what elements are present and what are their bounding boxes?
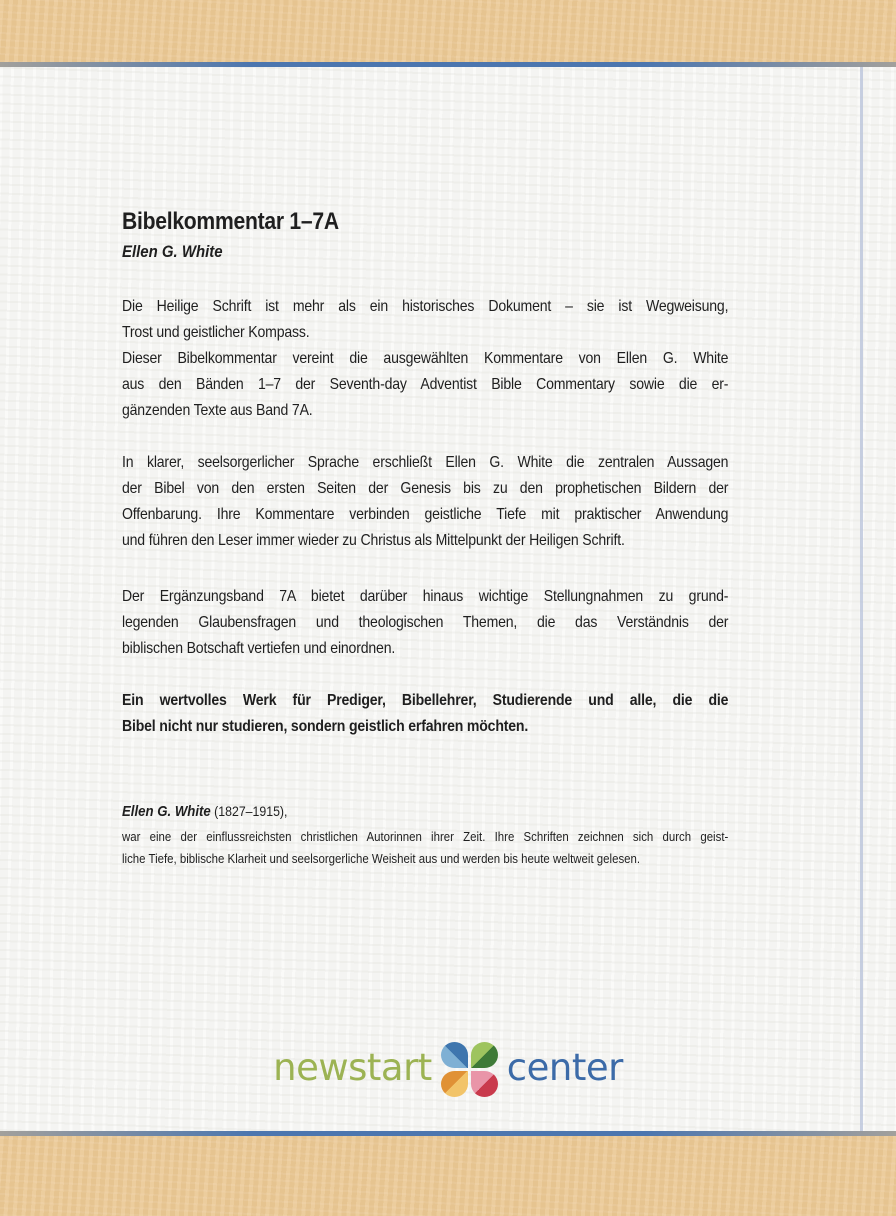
petal-top-left-icon — [441, 1042, 468, 1068]
paragraph-recommendation — [122, 688, 728, 740]
logo-word-center: center — [506, 1045, 623, 1089]
body-line: Dieser Bibelkommentar vereint die ausgewählten Kommentare von Ellen G. White — [122, 350, 729, 367]
body-line: Bibel nicht nur studieren, sondern geistlich erfahren möchten. — [122, 718, 529, 735]
bio-text — [122, 826, 728, 869]
page-title: Bibelkommentar 1–7A — [122, 208, 339, 235]
body-line: und führen den Leser immer wieder zu Christus als Mittelpunkt der Heiligen Schrift. — [122, 532, 625, 549]
petal-top-right-icon — [471, 1042, 498, 1068]
paragraph-description — [122, 450, 728, 554]
body-line: der Bibel von den ersten Seiten der Genesis bis zu den prophetischen Bildern der — [122, 480, 729, 497]
clover-logo-icon — [441, 1042, 498, 1097]
text-column — [122, 209, 728, 929]
body-line: liche Tiefe, biblische Klarheit und seelsorgerliche Weisheit aus und werden bis heute weltweit gelesen. — [122, 850, 641, 866]
bio-name-line — [122, 800, 728, 823]
author-name: Ellen G. White — [122, 242, 223, 261]
petal-bottom-left-icon — [441, 1071, 468, 1097]
body-line: Trost und geistlicher Kompass. — [122, 324, 310, 341]
body-line: aus den Bänden 1–7 der Seventh-day Adventist Bible Commentary sowie die er- — [122, 376, 729, 393]
body-line: legenden Glaubensfragen und theologischen Themen, die das Verständnis der — [122, 614, 729, 631]
logo-word-newstart: newstart — [273, 1045, 432, 1089]
bio-author-years: (1827–1915), — [210, 803, 288, 819]
body-line: Offenbarung. Ihre Kommentare verbinden geistliche Tiefe mit praktischer Anwendung — [122, 506, 729, 523]
body-line: gänzenden Texte aus Band 7A. — [122, 402, 313, 419]
body-line: biblischen Botschaft vertiefen und einordnen. — [122, 640, 396, 657]
body-line: Der Ergänzungsband 7A bietet darüber hinaus wichtige Stellungnahmen zu grund- — [122, 588, 729, 605]
page-fold-line — [860, 67, 863, 1131]
bottom-border-band — [0, 1136, 896, 1216]
body-line: Ein wertvolles Werk für Prediger, Bibellehrer, Studierende und alle, die die — [122, 692, 729, 709]
paragraph-supplement — [122, 584, 728, 662]
body-line: In klarer, seelsorgerlicher Sprache erschließt Ellen G. White die zentralen Aussagen — [122, 454, 729, 471]
bio-author-name: Ellen G. White — [122, 803, 211, 820]
top-border-band — [0, 0, 896, 62]
paragraph-intro — [122, 294, 728, 424]
body-line: Die Heilige Schrift ist mehr als ein historisches Dokument – sie ist Wegweisung, — [122, 298, 729, 315]
body-line: war eine der einflussreichsten christlichen Autorinnen ihrer Zeit. Ihre Schriften zeichnen sich durch geist- — [122, 829, 729, 844]
publisher-logo — [0, 1038, 896, 1100]
author-bio — [122, 800, 728, 869]
petal-bottom-right-icon — [471, 1071, 498, 1097]
